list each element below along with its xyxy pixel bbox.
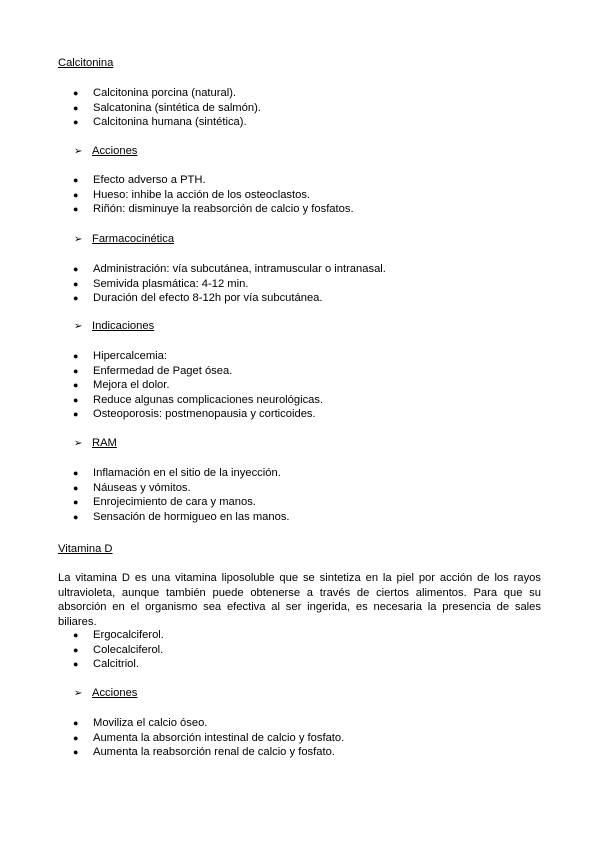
vitamina-d-forms-list <box>0 628 164 672</box>
vitamina-d-heading: Vitamina D <box>58 543 113 555</box>
list-item: ● Riñón: disminuye la reabsorción de calcio y fosfatos. <box>73 203 354 216</box>
calcitonina-acciones-subheading: ➢ Acciones <box>74 145 138 157</box>
calcitonina-types-list <box>0 86 261 130</box>
list-item: ● Hueso: inhibe la acción de los osteoclastos. <box>73 188 311 201</box>
list-item: ● Calcitonina porcina (natural). <box>73 87 237 99</box>
list-item: ● Enfermedad de Paget ósea. <box>73 364 233 377</box>
farmacocinetica-subheading: ➢ Farmacocinética <box>74 233 175 245</box>
farmacocinetica-list <box>0 262 386 306</box>
paragraph-line: absorción en el organismo sea efectiva al ser ingerida, es necesaria la presencia de sales biliares. <box>58 601 541 628</box>
calcitonina-acciones-list <box>0 173 354 217</box>
arrow-icon: ➢ <box>74 146 83 157</box>
paragraph-line: ultravioleta, aunque también puede obtenerse a través de ciertos alimentos. Para que su <box>58 586 541 599</box>
ram-list <box>0 466 290 524</box>
vitamina-d-acciones-list <box>0 716 344 760</box>
arrow-icon: ➢ <box>74 321 83 332</box>
calcitonina-heading: Calcitonina <box>58 57 114 69</box>
list-item: ● Reduce algunas complicaciones neurológicas. <box>73 393 324 406</box>
arrow-icon: ➢ <box>74 688 83 699</box>
list-item: ● Duración del efecto 8-12h por vía subcutánea. <box>73 292 323 305</box>
list-item: ● Náuseas y vómitos. <box>73 481 191 494</box>
list-item: ● Calcitonina humana (sintética). <box>73 116 247 129</box>
list-item: ● Osteoporosis: postmenopausia y corticoides. <box>73 408 316 421</box>
vitamina-d-acciones-subheading: ➢ Acciones <box>74 687 138 699</box>
paragraph-line: La vitamina D es una vitamina liposoluble que se sintetiza en la piel por acción de los rayos <box>58 572 541 584</box>
list-item: ● Ergocalciferol. <box>73 629 164 641</box>
list-item: ● Sensación de hormigueo en las manos. <box>73 510 290 523</box>
list-item: ● Hipercalcemia: <box>73 350 167 362</box>
list-item: ● Mejora el dolor. <box>73 379 170 392</box>
vitamina-d-paragraph <box>58 571 541 629</box>
list-item: ● Administración: vía subcutánea, intramuscular o intranasal. <box>73 263 386 275</box>
list-item: ● Salcatonina (sintética de salmón). <box>73 101 261 114</box>
indicaciones-list <box>0 349 323 422</box>
list-item: ● Semivida plasmática: 4-12 min. <box>73 277 249 290</box>
list-item: ● Aumenta la reabsorción renal de calcio y fosfato. <box>73 746 335 759</box>
list-item: ● Enrojecimiento de cara y manos. <box>73 496 256 509</box>
indicaciones-subheading: ➢ Indicaciones <box>74 320 155 332</box>
list-item: ● Colecalciferol. <box>73 643 164 656</box>
arrow-icon: ➢ <box>74 234 83 245</box>
arrow-icon: ➢ <box>74 438 83 449</box>
list-item: ● Efecto adverso a PTH. <box>73 174 206 186</box>
list-item: ● Aumenta la absorción intestinal de calcio y fosfato. <box>73 731 345 744</box>
list-item: ● Moviliza el calcio óseo. <box>73 717 208 729</box>
ram-subheading: ➢ RAM <box>74 437 117 449</box>
list-item: ● Calcitriol. <box>73 658 140 671</box>
list-item: ● Inflamación en el sitio de la inyección. <box>73 467 281 479</box>
